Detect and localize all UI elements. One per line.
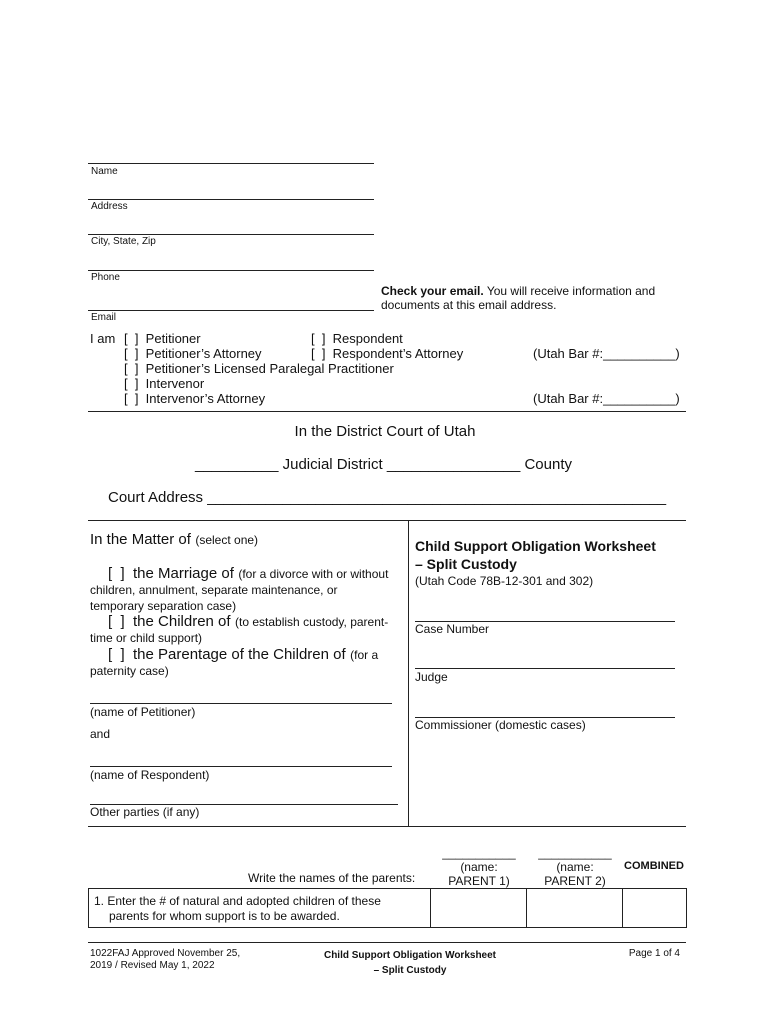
checkbox-respondent[interactable]: [ ] Respondent bbox=[311, 331, 403, 346]
footer-form-id-2: 2019 / Revised May 1, 2022 bbox=[90, 960, 215, 971]
checkbox-intervenor-attorney[interactable]: [ ] Intervenor’s Attorney bbox=[124, 391, 266, 406]
checkbox-petitioner[interactable]: [ ] Petitioner bbox=[124, 331, 201, 346]
parent1-name-cell[interactable] bbox=[432, 846, 526, 888]
parentage-note-1: (for a bbox=[350, 648, 379, 662]
county-label: County bbox=[524, 456, 572, 473]
row1-description bbox=[94, 894, 381, 924]
email-note-bold: Check your email. bbox=[381, 284, 484, 298]
matter-heading-note: (select one) bbox=[195, 533, 259, 547]
checkbox-petitioner-attorney[interactable]: [ ] Petitioner’s Attorney bbox=[124, 346, 262, 361]
parent1-name-blank[interactable]: ___________ bbox=[442, 846, 516, 860]
row1-combined-input[interactable] bbox=[625, 891, 683, 923]
commissioner-label: Commissioner (domestic cases) bbox=[415, 718, 586, 732]
district-number-blank[interactable]: __________ bbox=[195, 456, 279, 473]
bar-number-2[interactable]: (Utah Bar #:__________) bbox=[533, 391, 680, 406]
caption-divider-vertical bbox=[408, 520, 409, 826]
footer-title-1: Child Support Obligation Worksheet bbox=[323, 950, 497, 961]
combined-header: COMBINED bbox=[624, 860, 684, 872]
children-note-2: time or child support) bbox=[90, 631, 203, 645]
footer-form-id-1: 1022FAJ Approved November 25, bbox=[90, 948, 241, 959]
parent1-role-label: PARENT 1) bbox=[448, 874, 510, 888]
parent1-name-label: (name: bbox=[460, 860, 498, 874]
table-col-divider-1 bbox=[430, 888, 431, 927]
judicial-district-label: Judicial District bbox=[282, 456, 383, 473]
judge-label: Judge bbox=[415, 670, 448, 684]
footer-title-2: – Split Custody bbox=[373, 965, 447, 976]
court-address-label: Court Address bbox=[108, 489, 204, 506]
checkbox-intervenor[interactable]: [ ] Intervenor bbox=[124, 376, 205, 391]
city-state-zip-label: City, State, Zip bbox=[91, 236, 156, 247]
row1-parent2-input[interactable] bbox=[529, 891, 619, 923]
address-field[interactable] bbox=[88, 181, 374, 200]
option-marriage[interactable] bbox=[90, 566, 402, 614]
respondent-name-label: (name of Respondent) bbox=[90, 768, 210, 782]
divider-top bbox=[88, 411, 686, 412]
row1-text-1: 1. Enter the # of natural and adopted children of these bbox=[94, 894, 381, 908]
marriage-checkbox[interactable]: [ ] the Marriage of bbox=[108, 565, 234, 582]
parent2-role-label: PARENT 2) bbox=[544, 874, 606, 888]
children-note-1: (to establish custody, parent- bbox=[235, 615, 389, 629]
worksheet-title-1: Child Support Obligation Worksheet bbox=[415, 538, 656, 554]
footer-divider bbox=[88, 942, 686, 943]
county-name-blank[interactable]: ________________ bbox=[386, 456, 521, 473]
name-label: Name bbox=[91, 166, 118, 177]
checkbox-respondent-attorney[interactable]: [ ] Respondent’s Attorney bbox=[311, 346, 464, 361]
phone-field[interactable] bbox=[88, 252, 374, 271]
i-am-label: I am bbox=[90, 331, 116, 346]
parentage-checkbox[interactable]: [ ] the Parentage of the Children of bbox=[108, 646, 346, 663]
option-parentage[interactable] bbox=[90, 647, 402, 679]
worksheet-title-2: – Split Custody bbox=[415, 556, 517, 572]
table-col-divider-3 bbox=[622, 888, 623, 927]
table-col-divider-2 bbox=[526, 888, 527, 927]
marriage-note-3: temporary separation case) bbox=[90, 599, 237, 613]
address-label: Address bbox=[91, 201, 128, 212]
row1-text-2: parents for whom support is to be awarded. bbox=[109, 909, 340, 923]
email-note bbox=[381, 284, 655, 312]
row1-parent1-input[interactable] bbox=[433, 891, 523, 923]
email-field[interactable] bbox=[88, 292, 374, 311]
petitioner-name-label: (name of Petitioner) bbox=[90, 705, 196, 719]
district-line bbox=[195, 456, 572, 473]
respondent-name-field[interactable] bbox=[90, 748, 392, 767]
matter-heading-text: In the Matter of bbox=[90, 531, 191, 548]
matter-heading bbox=[90, 531, 258, 549]
email-note-line2: documents at this email address. bbox=[381, 298, 557, 312]
court-address-line bbox=[108, 489, 666, 506]
case-number-field[interactable] bbox=[415, 603, 675, 622]
city-state-zip-field[interactable] bbox=[88, 216, 374, 235]
worksheet-title bbox=[415, 537, 656, 573]
write-names-label: Write the names of the parents: bbox=[248, 871, 416, 885]
name-field[interactable] bbox=[88, 145, 374, 164]
other-parties-label: Other parties (if any) bbox=[90, 805, 200, 819]
email-note-line1: You will receive information and bbox=[483, 284, 656, 298]
footer-form-id bbox=[90, 948, 240, 972]
petitioner-name-field[interactable] bbox=[90, 685, 392, 704]
option-children[interactable] bbox=[90, 614, 402, 646]
children-checkbox[interactable]: [ ] the Children of bbox=[108, 613, 231, 630]
worksheet-code: (Utah Code 78B-12-301 and 302) bbox=[415, 574, 594, 588]
footer-page: Page 1 of 4 bbox=[628, 948, 680, 959]
judge-field[interactable] bbox=[415, 650, 675, 669]
parent2-name-blank[interactable]: ___________ bbox=[538, 846, 612, 860]
and-label: and bbox=[90, 727, 111, 741]
parent2-name-label: (name: bbox=[556, 860, 594, 874]
phone-label: Phone bbox=[91, 272, 120, 283]
marriage-note-2: children, annulment, separate maintenance, or bbox=[90, 583, 338, 597]
parent2-name-cell[interactable] bbox=[528, 846, 622, 888]
court-title: In the District Court of Utah bbox=[294, 423, 476, 440]
case-number-label: Case Number bbox=[415, 622, 490, 636]
other-parties-field[interactable] bbox=[90, 786, 398, 805]
bar-number-1[interactable]: (Utah Bar #:__________) bbox=[533, 346, 680, 361]
divider-caption-bottom bbox=[88, 826, 686, 827]
divider-caption-top bbox=[88, 520, 686, 521]
footer-title bbox=[290, 948, 530, 978]
commissioner-field[interactable] bbox=[415, 699, 675, 718]
email-label: Email bbox=[91, 312, 117, 323]
marriage-note-1: (for a divorce with or without bbox=[238, 567, 389, 581]
parentage-note-2: paternity case) bbox=[90, 664, 169, 678]
court-address-blank[interactable]: _______________________________________________________ bbox=[207, 489, 667, 506]
checkbox-paralegal[interactable]: [ ] Petitioner’s Licensed Paralegal Practitioner bbox=[124, 361, 394, 376]
